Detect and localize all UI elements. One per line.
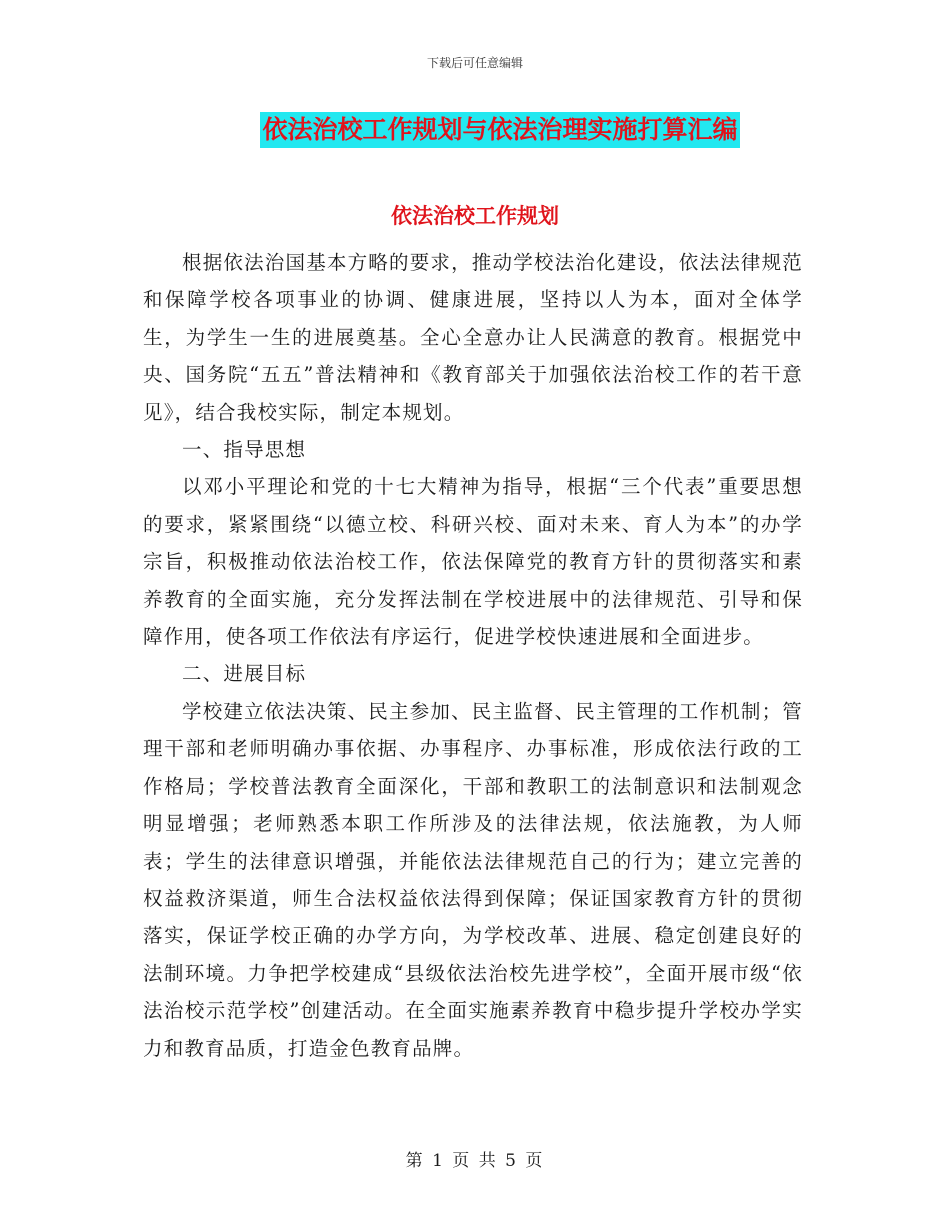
body-paragraph-intro: 根据依法治国基本方略的要求，推动学校法治化建设，依法法律规范和保障学校各项事业的协调、健康进展，坚持以人为本，面对全体学生，为学生一生的进展奠基。全心全意办让人民满意的教育。根据党中央、国务院“五五”普法精神和《教育部关于加强依法治校工作的若干意见》，结合我校实际，制定本规划。 [143, 251, 804, 424]
document-body [143, 244, 803, 1067]
header-note: 下载后可任意编辑 [426, 56, 523, 70]
document-main-title: 依法治校工作规划与依法治理实施打算汇编 [260, 112, 739, 148]
section-title: 依法治校工作规划 [391, 204, 559, 228]
body-paragraph-development-goals: 学校建立依法决策、民主参加、民主监督、民主管理的工作机制；管理干部和老师明确办事依据、办事程序、办事标准，形成依法行政的工作格局；学校普法教育全面深化，干部和教职工的法制意识和法制观念明显增强；老师熟悉本职工作所涉及的法律法规，依法施教，为人师表；学生的法律意识增强，并能依法法律规范自己的行为；建立完善的权益救济渠道，师生合法权益依法得到保障；保证国家教育方针的贯彻落实，保证学校正确的办学方向，为学校改革、进展、稳定创建良好的法制环境。力争把学校建成“县级依法治校先进学校”，全面开展市级“依法治校示范学校”创建活动。在全面实施素养教育中稳步提升学校办学实力和教育品质，打造金色教育品牌。 [143, 699, 804, 1060]
main-title-container [0, 112, 950, 148]
body-paragraph-guiding-ideology: 以邓小平理论和党的十七大精神为指导，根据“三个代表”重要思想的要求，紧紧围绕“以德立校、科研兴校、面对未来、育人为本”的办学宗旨，积极推动依法治校工作，依法保障党的教育方针的贯彻落实和素养教育的全面实施，充分发挥法制在学校进展中的法律规范、引导和保障作用，使各项工作依法有序运行，促进学校快速进展和全面进步。 [143, 475, 803, 649]
heading-development-goals: 二、进展目标 [182, 662, 307, 686]
page-number-footer: 第 1 页 共 5 页 [405, 1151, 545, 1171]
heading-guiding-ideology: 一、指导思想 [182, 438, 307, 462]
